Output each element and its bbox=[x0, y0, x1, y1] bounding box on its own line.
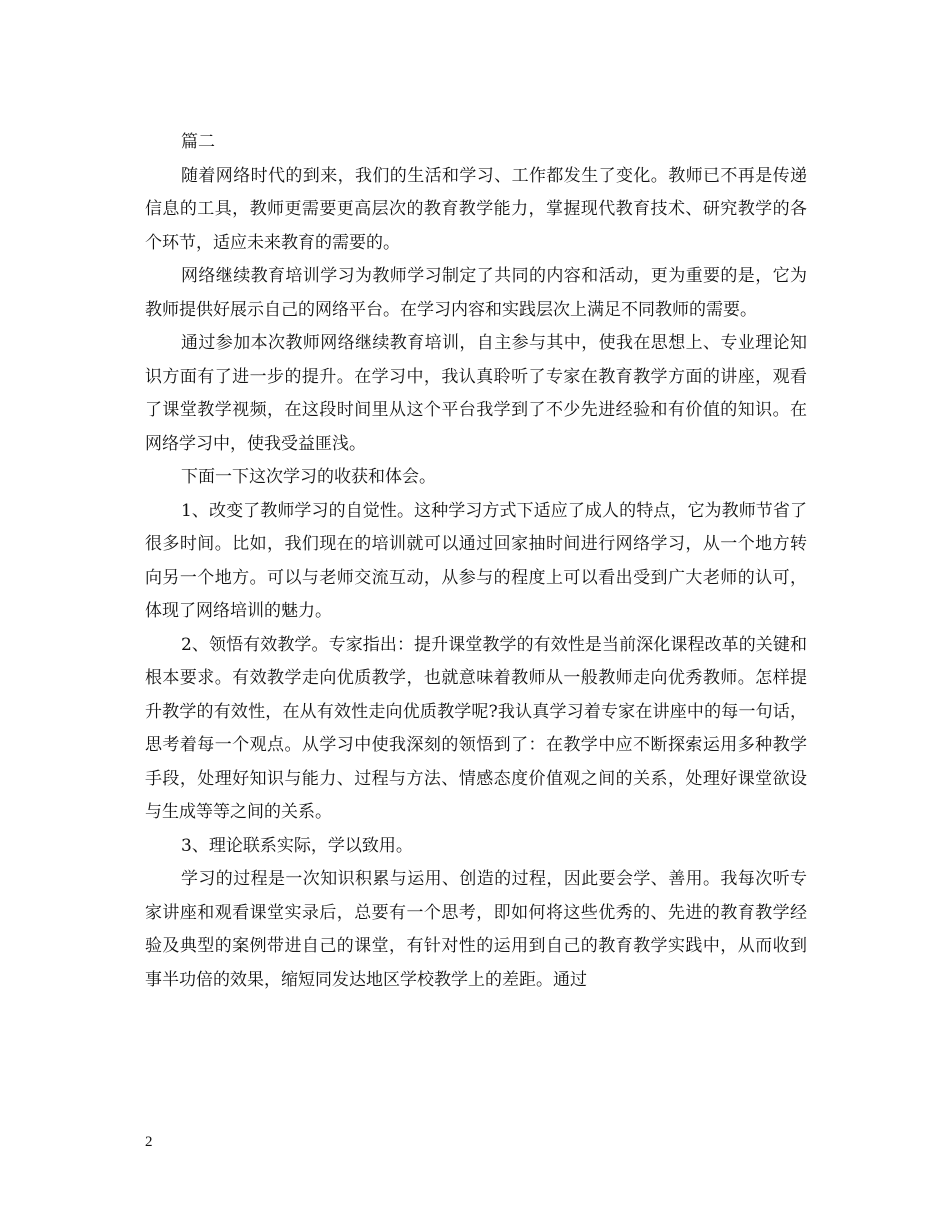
paragraph: 通过参加本次教师网络继续教育培训，自主参与其中，使我在思想上、专业理论知识方面有了进一步的提升。在学习中，我认真聆听了专家在教育教学方面的讲座，观看了课堂教学视频，在这段时间里从这个平台我学到了不少先进经验和有价值的知识。在网络学习中，使我受益匪浅。 bbox=[145, 333, 807, 454]
paragraph: 网络继续教育培训学习为教师学习制定了共同的内容和活动，更为重要的是，它为教师提供好展示自己的网络平台。在学习内容和实践层次上满足不同教师的需要。 bbox=[145, 266, 807, 320]
paragraph: 学习的过程是一次知识积累与运用、创造的过程，因此要会学、善用。我每次听专家讲座和观看课堂实录后，总要有一个思考，即如何将这些优秀的、先进的教育教学经验及典型的案例带进自己的课堂，有针对性的运用到自己的教育教学实践中，从而收到事半功倍的效果，缩短同发达地区学校教学上的差距。通过 bbox=[145, 869, 807, 990]
section-heading: 篇二 bbox=[181, 132, 215, 152]
paragraph: 随着网络时代的到来，我们的生活和学习、工作都发生了变化。教师已不再是传递信息的工具，教师更需要更高层次的教育教学能力，掌握现代教育技术、研究教学的各个环节，适应未来教育的需要的。 bbox=[145, 165, 807, 253]
paragraph: 2、领悟有效教学。专家指出：提升课堂教学的有效性是当前深化课程改革的关键和根本要求。有效教学走向优质教学，也就意味着教师从一般教师走向优秀教师。怎样提升教学的有效性，在从有效性走向优质教学呢?我认真学习着专家在讲座中的每一句话，思考着每一个观点。从学习中使我深刻的领悟到了：在教学中应不断探索运用多种教学手段，处理好知识与能力、过程与方法、情感态度价值观之间的关系，处理好课堂欲设与生成等等之间的关系。 bbox=[145, 634, 807, 822]
paragraph: 3、理论联系实际，学以致用。 bbox=[181, 835, 413, 856]
document-body bbox=[145, 126, 807, 997]
page-number: 2 bbox=[145, 1134, 153, 1150]
paragraph: 1、改变了教师学习的自觉性。这种学习方式下适应了成人的特点，它为教师节省了很多时间。比如，我们现在的培训就可以通过回家抽时间进行网络学习，从一个地方转向另一个地方。可以与老师交流互动，从参与的程度上可以看出受到广大老师的认可，体现了网络培训的魅力。 bbox=[145, 500, 807, 621]
paragraph: 下面一下这次学习的收获和体会。 bbox=[181, 467, 436, 487]
